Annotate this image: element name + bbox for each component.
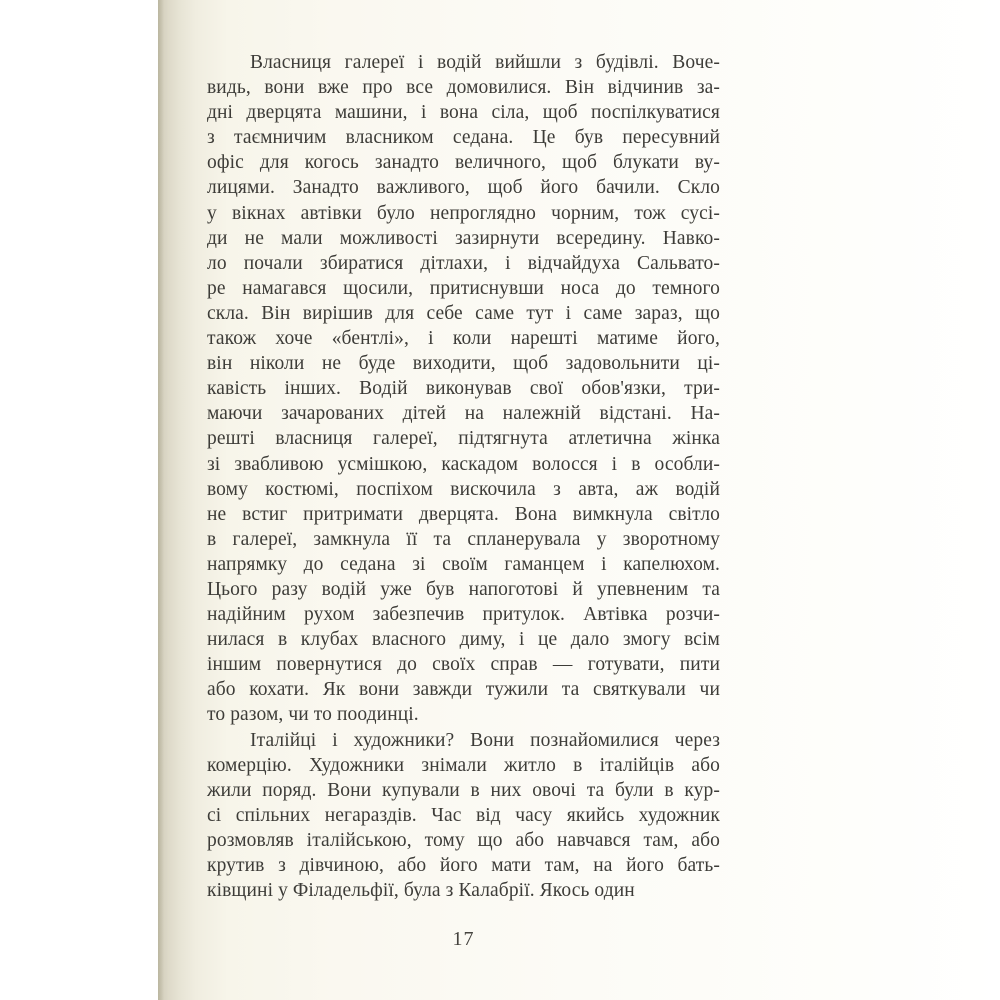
text-line: нилася в клубах власного диму, і це дало змогу всім <box>207 629 720 651</box>
text-line: іншим повернутися до своїх справ — готувати, пити <box>207 654 720 676</box>
text-line: напрямку до седана зі своїм гаманцем і капелюхом. <box>207 553 720 575</box>
text-line: видь, вони вже про все домовилися. Він відчинив за- <box>207 77 720 99</box>
text-line: Цього разу водій уже був напоготові й упевненим та <box>207 578 720 600</box>
text-line: жили поряд. Вони купували в них овочі та були в кур- <box>207 779 720 801</box>
text-line: надійним рухом забезпечив притулок. Автівка розчи- <box>207 604 720 626</box>
text-line: ківщині у Філадельфії, була з Калабрії. Якось один <box>207 880 635 902</box>
text-line: ди не мали можливості зазирнути всередину. Навко- <box>207 227 720 249</box>
text-line: Італійці і художники? Вони познайомилися через <box>250 729 720 751</box>
text-line: не встиг притримати дверцята. Вона вимкнула світло <box>207 503 720 525</box>
text-line: зі звабливою усмішкою, каскадом волосся і в особли- <box>207 453 720 475</box>
paragraph <box>207 728 720 904</box>
text-line: дні дверцята машини, і вона сіла, щоб поспілкуватися <box>207 102 720 124</box>
text-line: скла. Він вирішив для себе саме тут і саме зараз, що <box>207 302 720 324</box>
text-line: або кохати. Як вони завжди тужили та святкували чи <box>207 679 720 701</box>
text-line: офіс для когось занадто величного, щоб блукати ву- <box>207 152 720 174</box>
text-line: то разом, чи то поодинці. <box>207 704 419 726</box>
text-line: вому костюмі, поспіхом вискочила з авта, аж водій <box>207 478 720 500</box>
text-line: решті власниця галереї, підтягнута атлетична жінка <box>207 428 720 450</box>
text-line: ло почали збиратися дітлахи, і відчайдуха Сальвато- <box>207 252 720 274</box>
text-line: сі спільних негараздів. Час від часу якийсь художник <box>207 804 720 826</box>
page-gutter-shadow <box>158 0 164 1000</box>
text-line: в галереї, замкнула її та спланерувала у зворотному <box>207 528 720 550</box>
text-line: з таємничим власником седана. Це був пересувний <box>207 127 720 149</box>
text-line: кавість інших. Водій виконував свої обов'язки, три- <box>207 378 720 400</box>
text-line: також хоче «бентлі», і коли нарешті матиме його, <box>207 328 720 350</box>
text-line: лицями. Занадто важливого, щоб його бачили. Скло <box>207 177 720 199</box>
text-line: розмовляв італійською, тому що або навчався там, або <box>207 829 720 851</box>
text-line: ре намагався щосили, притиснувши носа до темного <box>207 277 720 299</box>
paragraph <box>207 50 720 728</box>
text-line: у вікнах автівки було непроглядно чорним, тож сусі- <box>207 202 720 224</box>
page-number: 17 <box>452 928 475 950</box>
text-line: комерцію. Художники знімали житло в італійців або <box>207 754 720 776</box>
text-line: Власниця галереї і водій вийшли з будівлі. Воче- <box>250 52 720 73</box>
text-line: маючи зачарованих дітей на належній відстані. На- <box>207 403 720 425</box>
text-line: крутив з дівчиною, або його мати там, на його бать- <box>207 855 720 876</box>
text-line: він ніколи не буде виходити, щоб задовольнити ці- <box>207 353 720 375</box>
page-text-block <box>207 50 720 903</box>
